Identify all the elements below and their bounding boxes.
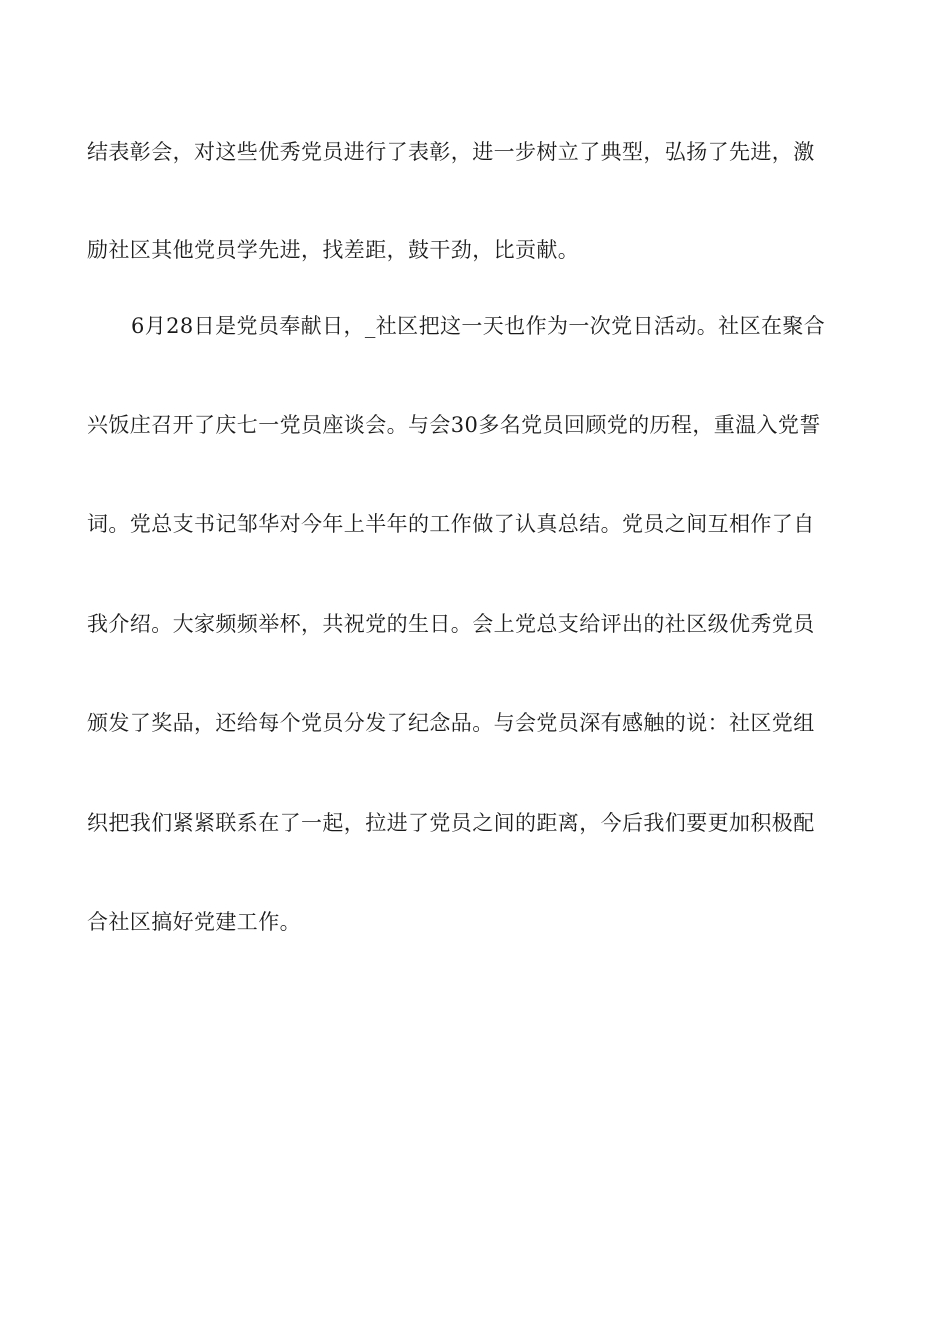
paragraph-line: 合社区搞好党建工作。: [87, 910, 301, 934]
paragraph-line: 兴饭庄召开了庆七一党员座谈会。与会30多名党员回顾党的历程，重温入党誓: [87, 413, 821, 437]
paragraph-line: 我介绍。大家频频举杯，共祝党的生日。会上党总支给评出的社区级优秀党员: [87, 612, 815, 636]
paragraph-line: 词。党总支书记邹华对今年上半年的工作做了认真总结。党员之间互相作了自: [87, 512, 815, 536]
paragraph-line: 结表彰会，对这些优秀党员进行了表彰，进一步树立了典型，弘扬了先进，激: [87, 140, 815, 164]
paragraph-line: 励社区其他党员学先进，找差距，鼓干劲，比贡献。: [87, 238, 580, 262]
paragraph-line: 6月28日是党员奉献日，_社区把这一天也作为一次党日活动。社区在聚合: [131, 314, 826, 338]
paragraph-line: 织把我们紧紧联系在了一起，拉进了党员之间的距离，今后我们要更加积极配: [87, 811, 815, 835]
paragraph-line: 颁发了奖品，还给每个党员分发了纪念品。与会党员深有感触的说：社区党组: [87, 711, 815, 735]
